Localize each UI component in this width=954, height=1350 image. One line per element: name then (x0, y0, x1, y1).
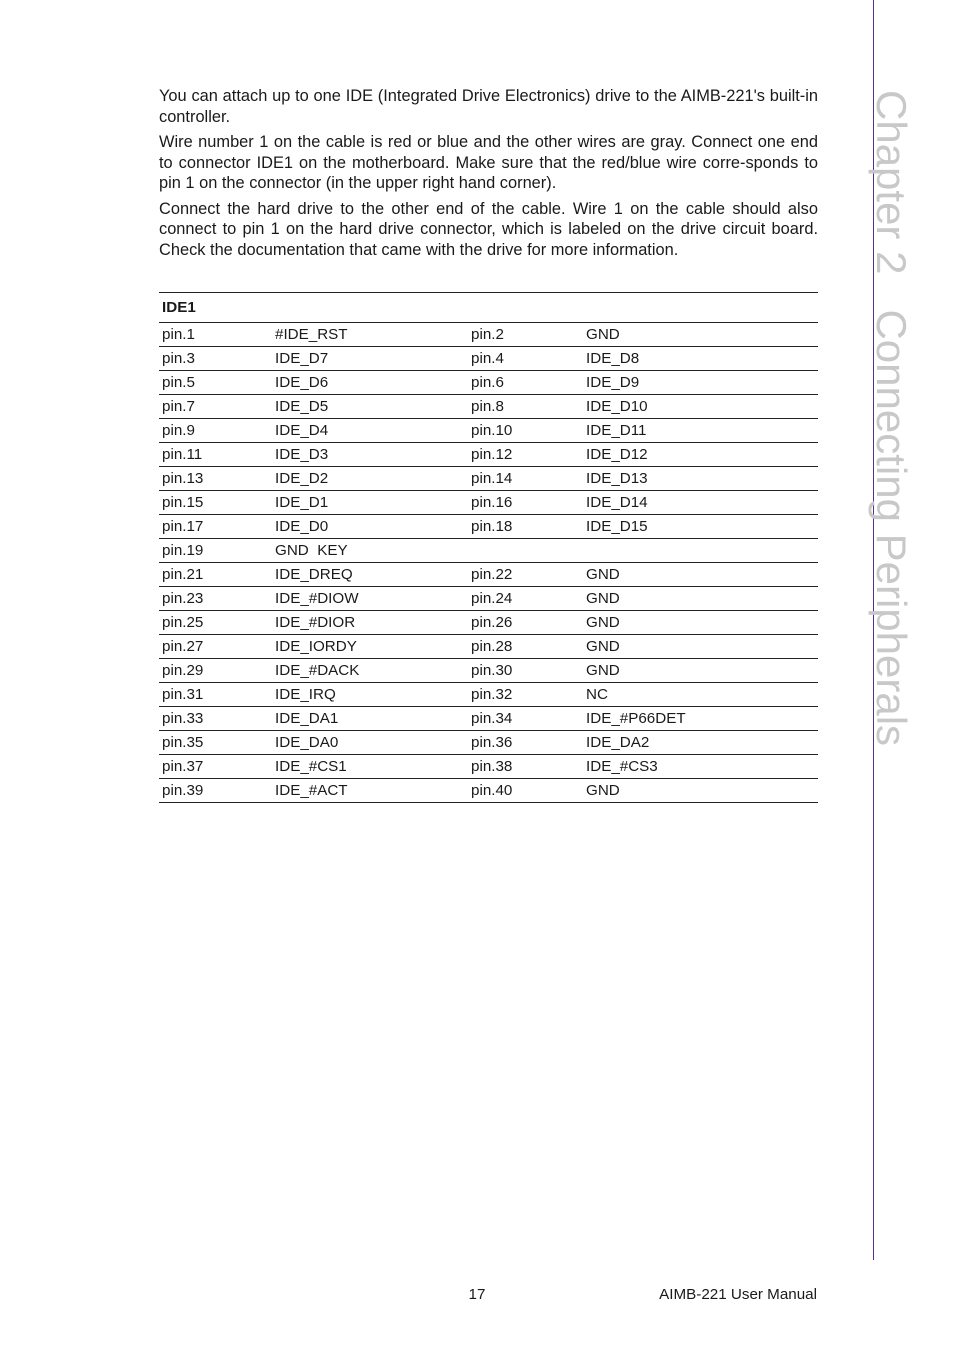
table-row (159, 515, 818, 539)
signal-name-cell: GND (583, 779, 818, 803)
signal-name-cell: GND (583, 323, 818, 347)
table-header-row (159, 293, 818, 323)
signal-name-cell: IDE_#CS3 (583, 755, 818, 779)
signal-name-cell: IDE_IORDY (272, 635, 468, 659)
signal-name-cell: IDE_#DIOR (272, 611, 468, 635)
pin-number-cell: pin.23 (159, 587, 272, 611)
table-row (159, 467, 818, 491)
pin-number-cell: pin.31 (159, 683, 272, 707)
signal-name-cell: IDE_D9 (583, 371, 818, 395)
pin-number-cell: pin.14 (468, 467, 583, 491)
table-row (159, 611, 818, 635)
table-row (159, 683, 818, 707)
table-row (159, 443, 818, 467)
signal-name-cell: IDE_D10 (583, 395, 818, 419)
signal-name-cell: IDE_D4 (272, 419, 468, 443)
signal-name-cell: IDE_DA1 (272, 707, 468, 731)
pin-number-cell: pin.11 (159, 443, 272, 467)
table-row (159, 779, 818, 803)
signal-name-cell: IDE_#CS1 (272, 755, 468, 779)
intro-paragraph: You can attach up to one IDE (Integrated Drive Electronics) drive to the AIMB-221's built-in controller. (159, 87, 818, 126)
pin-number-cell: pin.9 (159, 419, 272, 443)
pin-number-cell: pin.2 (468, 323, 583, 347)
table-row (159, 371, 818, 395)
signal-name-cell: IDE_D0 (272, 515, 468, 539)
pin-number-cell: pin.4 (468, 347, 583, 371)
signal-name-cell: IDE_#ACT (272, 779, 468, 803)
table-row (159, 491, 818, 515)
table-row (159, 755, 818, 779)
signal-name-cell: IDE_D13 (583, 467, 818, 491)
pin-number-cell: pin.15 (159, 491, 272, 515)
table-row (159, 707, 818, 731)
signal-name-cell: GND (583, 611, 818, 635)
pin-number-cell: pin.27 (159, 635, 272, 659)
table-row (159, 419, 818, 443)
pin-number-cell: pin.18 (468, 515, 583, 539)
signal-name-cell: GND KEY (272, 539, 468, 563)
pin-number-cell: pin.33 (159, 707, 272, 731)
signal-name-cell: IDE_DREQ (272, 563, 468, 587)
signal-name-cell: IDE_D1 (272, 491, 468, 515)
signal-name-cell: IDE_D5 (272, 395, 468, 419)
pin-number-cell: pin.21 (159, 563, 272, 587)
pin-number-cell: pin.32 (468, 683, 583, 707)
table-row (159, 635, 818, 659)
pin-number-cell: pin.13 (159, 467, 272, 491)
manual-title: AIMB-221 User Manual (659, 1286, 817, 1303)
pin-number-cell: pin.26 (468, 611, 583, 635)
pin-number-cell: pin.35 (159, 731, 272, 755)
table-row (159, 347, 818, 371)
chapter-side-tab: Chapter 2 Connecting Peripherals (868, 90, 915, 747)
pin-number-cell (468, 539, 583, 563)
pin-number-cell: pin.1 (159, 323, 272, 347)
signal-name-cell: IDE_D14 (583, 491, 818, 515)
pin-number-cell: pin.8 (468, 395, 583, 419)
signal-name-cell: IDE_D12 (583, 443, 818, 467)
table-row (159, 659, 818, 683)
pin-number-cell: pin.29 (159, 659, 272, 683)
signal-name-cell: IDE_#DIOW (272, 587, 468, 611)
ide1-pin-table (159, 292, 818, 803)
signal-name-cell: IDE_D7 (272, 347, 468, 371)
pin-number-cell: pin.25 (159, 611, 272, 635)
page-number: 17 (468, 1286, 486, 1303)
pin-number-cell: pin.12 (468, 443, 583, 467)
pin-number-cell: pin.7 (159, 395, 272, 419)
signal-name-cell: IDE_D6 (272, 371, 468, 395)
main-content (159, 86, 818, 803)
pin-number-cell: pin.28 (468, 635, 583, 659)
pin-number-cell: pin.39 (159, 779, 272, 803)
pin-number-cell: pin.34 (468, 707, 583, 731)
table-row (159, 395, 818, 419)
pin-number-cell: pin.17 (159, 515, 272, 539)
signal-name-cell: GND (583, 563, 818, 587)
table-row (159, 587, 818, 611)
signal-name-cell: IDE_D2 (272, 467, 468, 491)
pin-number-cell: pin.40 (468, 779, 583, 803)
table-title: IDE1 (159, 293, 818, 323)
signal-name-cell: IDE_#P66DET (583, 707, 818, 731)
signal-name-cell: IDE_IRQ (272, 683, 468, 707)
signal-name-cell: IDE_DA2 (583, 731, 818, 755)
pin-number-cell: pin.6 (468, 371, 583, 395)
pin-number-cell: pin.16 (468, 491, 583, 515)
signal-name-cell (583, 539, 818, 563)
signal-name-cell: IDE_D15 (583, 515, 818, 539)
table-row (159, 323, 818, 347)
signal-name-cell: #IDE_RST (272, 323, 468, 347)
wiring-paragraph: Wire number 1 on the cable is red or blue and the other wires are gray. Connect one end to connector IDE1 on the motherboard. Make sure that the red/blue wire corre-sponds to pin 1 on the connector (in the upper right hand corner). (159, 133, 818, 192)
pin-number-cell: pin.22 (468, 563, 583, 587)
pin-number-cell: pin.36 (468, 731, 583, 755)
table-body (159, 323, 818, 803)
signal-name-cell: NC (583, 683, 818, 707)
pin-number-cell: pin.24 (468, 587, 583, 611)
pin-number-cell: pin.30 (468, 659, 583, 683)
pin-number-cell: pin.3 (159, 347, 272, 371)
pin-number-cell: pin.19 (159, 539, 272, 563)
signal-name-cell: GND (583, 635, 818, 659)
signal-name-cell: GND (583, 659, 818, 683)
table-row (159, 731, 818, 755)
table-row (159, 563, 818, 587)
signal-name-cell: IDE_#DACK (272, 659, 468, 683)
signal-name-cell: IDE_D3 (272, 443, 468, 467)
signal-name-cell: IDE_DA0 (272, 731, 468, 755)
table-row (159, 539, 818, 563)
pin-number-cell: pin.37 (159, 755, 272, 779)
pin-number-cell: pin.38 (468, 755, 583, 779)
signal-name-cell: IDE_D8 (583, 347, 818, 371)
pin-number-cell: pin.10 (468, 419, 583, 443)
signal-name-cell: IDE_D11 (583, 419, 818, 443)
pin-number-cell: pin.5 (159, 371, 272, 395)
signal-name-cell: GND (583, 587, 818, 611)
drive-connection-paragraph: Connect the hard drive to the other end of the cable. Wire 1 on the cable should also connect to pin 1 on the hard drive connector, which is labeled on the drive circuit board. Check the documentation that came with the drive for more information. (159, 199, 818, 259)
